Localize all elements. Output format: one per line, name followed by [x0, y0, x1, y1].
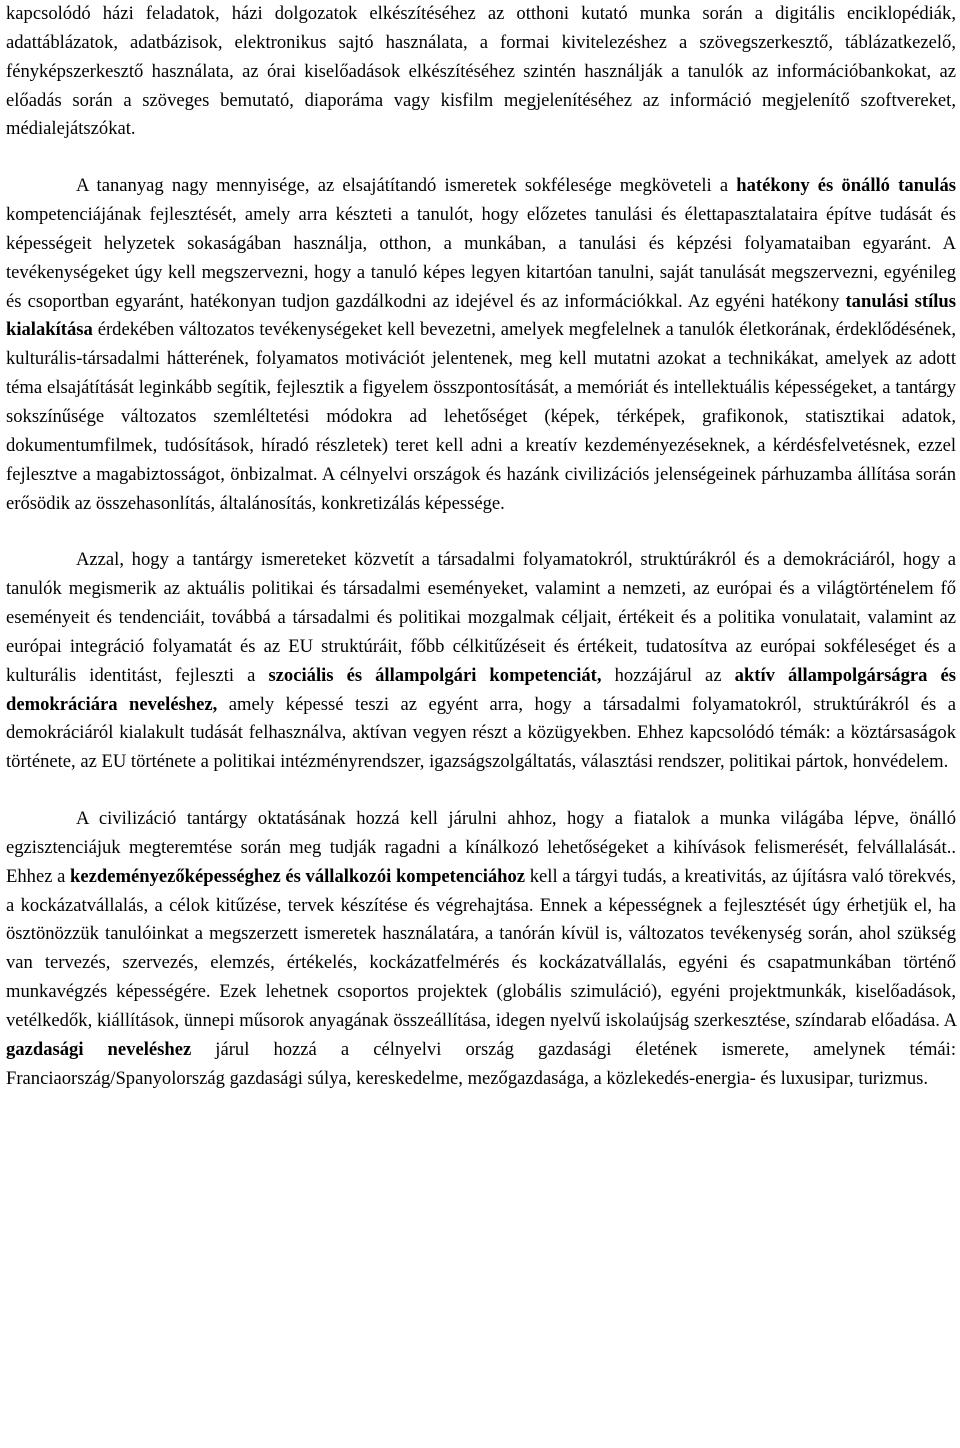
- paragraph-2: [6, 172, 956, 518]
- paragraph-gap: [6, 777, 956, 805]
- paragraph-4-bold-2: gazdasági neveléshez: [6, 1038, 192, 1060]
- paragraph-3-run-1: Azzal, hogy a tantárgy ismereteket közvetít a társadalmi folyamatokról, struktúrákról és a demokráciáról, hogy a tanulók megismerik az aktuális politikai és társadalmi eseményeket, valamint a nemzeti, az európai és a világtörténelem fő eseményeit és tendenciáit, továbbá a társadalmi és politikai mozgalmak céljait, értékeit és a politika vonulatait, valamint az európai integráció folyamatát és az EU struktúráit, főbb célkitűzéseit és értékeit, tudatosítva az európai sokféleséget és a kulturális identitást, fejleszti a: [6, 549, 956, 686]
- paragraph-4-run-3: járul hozzá a célnyelvi ország gazdasági életének ismerete, amelynek témái: Franciaország/Spanyolország gazdasági súlya, kereskedelme, mezőgazdasága, a közlekedés-energia- és luxusipar, turizmus.: [6, 1038, 957, 1089]
- paragraph-3-bold-1: szociális és állampolgári kompetenciát,: [268, 664, 602, 686]
- paragraph-2-bold-1: hatékony és önálló tanulás: [736, 175, 956, 197]
- paragraph-2-run-3: érdekében változatos tevékenységeket kell bevezetni, amelyek megfelelnek a tanulók életkorának, érdeklődésének, kulturális-társadalmi hátterének, folyamatos motivációt jelentenek, meg kell mutatni azokat a technikákat, amelyek az adott téma elsajátítását leginkább segítik, fejlesztik a figyelem összpontosítását, a memóriát és intellektuális képességeket, a tantárgy sokszínűsége változatos szemléltetési módokra ad lehetőséget (képek, térképek, grafikonok, statisztikai adatok, dokumentumfilmek, tudósítások, híradó részletek) teret kell adni a kreatív kezdeményezéseknek, a kérdésfelvetésnek, ezzel fejlesztve a magabiztosságot, önbizalmat. A célnyelvi országok és hazánk civilizációs jelenségeinek párhuzamba állítása során erősödik az összehasonlítás, általánosítás, konkretizálás képessége.: [6, 319, 956, 514]
- paragraph-2-run-1: A tananyag nagy mennyisége, az elsajátítandó ismeretek sokfélesége megköveteli a: [76, 175, 737, 197]
- paragraph-4: [6, 805, 956, 1093]
- paragraph-3-run-3: amely képessé teszi az egyént arra, hogy a társadalmi folyamatokról, struktúrákról és a demokráciáról kialakult tudását felhasználva, aktívan vegyen részt a közügyekben. Ehhez kapcsolódó témák: a köztársaságok története, az EU története a politikai intézményrendszer, igazságszolgáltatás, választási rendszer, politikai pártok, honvédelem.: [6, 693, 956, 773]
- paragraph-1-run-1: kapcsolódó házi feladatok, házi dolgozatok elkészítéséhez az otthoni kutató munka során a digitális enciklopédiák, adattáblázatok, adatbázisok, elektronikus sajtó használata, a formai kivitelezéshez a szövegszerkesztő, táblázatkezelő, fényképszerkesztő használata, az órai kiselőadások elkészítéséhez szintén használják a tanulók az információbankokat, az előadás során a szöveges bemutató, diaporáma vagy kisfilm megjelenítéséhez az információ megjelenítő szoftvereket, médialejátszókat.: [6, 3, 956, 140]
- paragraph-3-run-2: hozzájárul az: [601, 664, 735, 686]
- paragraph-2-bold-2: tanulási stílus kialakítása: [6, 290, 956, 341]
- paragraph-gap: [6, 144, 956, 172]
- paragraph-gap: [6, 518, 956, 546]
- paragraph-4-run-2: kell a tárgyi tudás, a kreativitás, az újításra való törekvés, a kockázatvállalás, a célok kitűzése, tervek készítése és végrehajtása. Ennek a képességnek a fejlesztését úgy érhetjük el, ha ösztönözzük tanulóinkat a megszerzett ismeretek használatára, a tanórán kívül is, változatos tevékenység során, ahol szükség van tervezés, szervezés, elemzés, értékelés, kockázatfelmérés és kockázatvállalás, egyéni és csapatmunkában történő munkavégzés képességére. Ezek lehetnek csoportos projektek (globális szimuláció), egyéni projektmunkák, kiselőadások, vetélkedők, kiállítások, ünnepi műsorok anyagának összeállítása, idegen nyelvű iskolaújság szerkesztése, színdarab előadása. A: [6, 865, 956, 1031]
- paragraph-3: [6, 546, 956, 777]
- paragraph-3-bold-2: aktív állampolgárságra és demokráciára neveléshez,: [6, 664, 957, 715]
- paragraph-1: [6, 0, 956, 144]
- paragraph-4-run-1: A civilizáció tantárgy oktatásának hozzá kell járulni ahhoz, hogy a fiatalok a munka világába lépve, önálló egzisztenciájuk megteremtése során meg tudják ragadni a kínálkozó lehetőségeket a kihívások felismerését, felvállalását.. Ehhez a: [6, 808, 956, 887]
- paragraph-2-run-2: kompetenciájának fejlesztését, amely arra készteti a tanulót, hogy előzetes tanulási és élettapasztalataira építve tudását és képességeit helyzetek sokaságában használja, otthon, a munkában, a tanulási és képzési folyamataiban egyaránt. A tevékenységeket úgy kell megszervezni, hogy a tanuló képes legyen kitartóan tanulni, saját tanulását megszervezni, egyénileg és csoportban egyaránt, hatékonyan tudjon gazdálkodni az idejével és az információkkal. Az egyéni hatékony: [6, 204, 956, 312]
- paragraph-4-bold-1: kezdeményezőképességhez és vállalkozói kompetenciához: [70, 865, 526, 887]
